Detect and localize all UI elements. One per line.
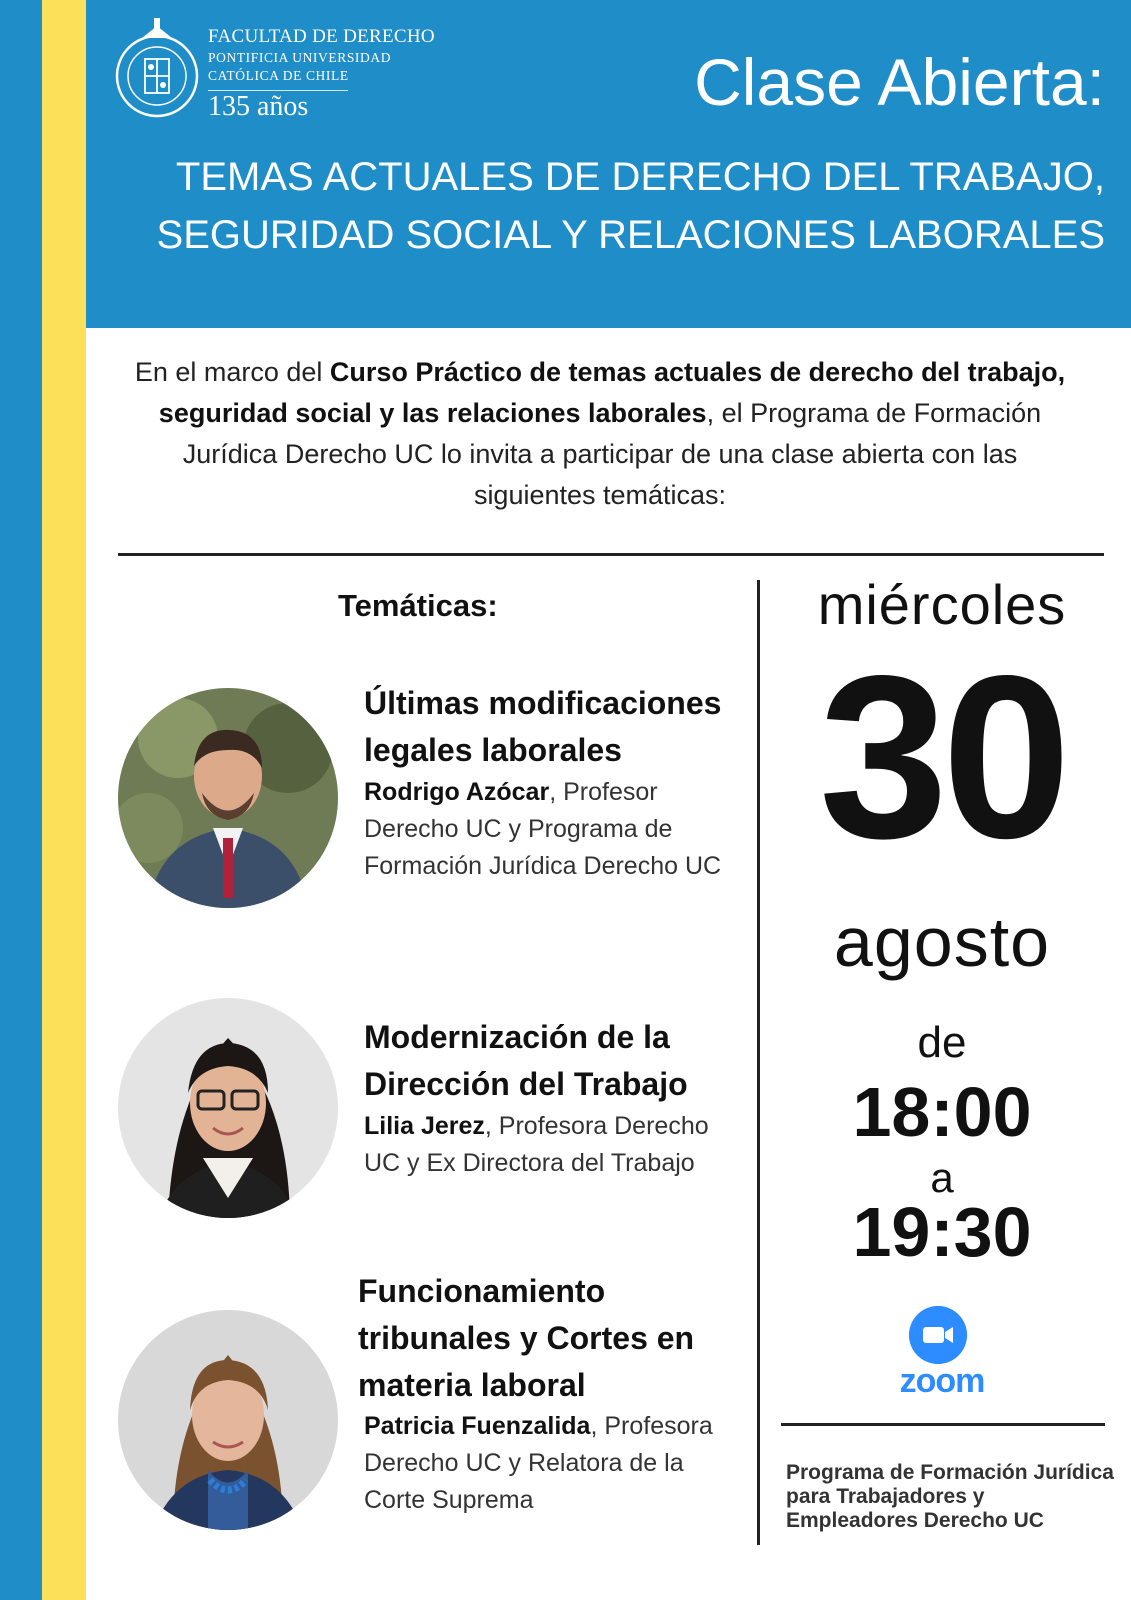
faculty-divider (208, 90, 348, 91)
zoom-camera-icon (909, 1306, 967, 1364)
speaker-name: Rodrigo Azócar (364, 778, 550, 806)
speaker-description (364, 774, 734, 885)
faculty-block (208, 26, 435, 123)
start-time: 18:00 (852, 1073, 1032, 1151)
speaker-photo (118, 688, 338, 908)
speaker-card (118, 680, 748, 910)
speaker-photo (118, 998, 338, 1218)
speaker-role: , Profesor Derecho UC y Programa de Formación Jurídica Derecho UC (364, 778, 722, 880)
topics-heading: Temáticas: (338, 588, 498, 623)
intro-paragraph (120, 352, 1080, 516)
speaker-topic: Últimas modificaciones legales laborales (364, 685, 722, 768)
intro-lead: En el marco del (134, 357, 330, 387)
to-label: a (930, 1154, 954, 1201)
faculty-name: FACULTAD DE DERECHO (208, 26, 435, 47)
speaker-photo (118, 1310, 338, 1530)
header-banner (86, 0, 1131, 328)
intro-course-name: Curso Práctico de temas actuales de derecho del trabajo, seguridad social y las relaciones laborales (158, 357, 1066, 428)
page-title: Clase Abierta: (694, 45, 1105, 119)
university-name-line1: PONTIFICIA UNIVERSIDAD (208, 50, 392, 65)
section-divider (118, 553, 1104, 556)
speaker-description (364, 1108, 734, 1182)
speaker-topic: Funcionamiento tribunales y Cortes en materia laboral (358, 1273, 695, 1403)
end-time: 19:30 (852, 1193, 1032, 1271)
intro-rest: , el Programa de Formación Jurídica Derecho UC lo invita a participar de una clase abierta con las siguientes temáticas: (182, 398, 1042, 510)
zoom-wordmark: zoom (899, 1362, 985, 1400)
from-label: de (917, 1018, 967, 1067)
footer-divider (781, 1423, 1105, 1426)
column-divider (757, 580, 760, 1545)
university-seal-icon (112, 14, 202, 128)
event-day: 30 (818, 628, 1066, 887)
speaker-name: Lilia Jerez (364, 1112, 485, 1140)
event-month: agosto (833, 903, 1051, 981)
speaker-role: , Profesora Derecho UC y Ex Directora del Trabajo (364, 1112, 709, 1177)
speaker-description (364, 1408, 734, 1519)
speaker-card (118, 1273, 748, 1540)
university-name-line2: CATÓLICA DE CHILE (208, 68, 349, 83)
program-name: Programa de Formación Jurídica para Trabajadores y Empleadores Derecho UC (786, 1461, 1114, 1532)
left-yellow-stripe (42, 0, 86, 1600)
speaker-card (118, 1014, 748, 1244)
event-weekday: miércoles (817, 573, 1067, 636)
left-blue-stripe (0, 0, 42, 1600)
speaker-name: Patricia Fuenzalida (364, 1412, 591, 1440)
speaker-topic: Modernización de la Dirección del Trabajo (364, 1019, 688, 1102)
page-subtitle: TEMAS ACTUALES DE DERECHO DEL TRABAJO, SEGURIDAD SOCIAL Y RELACIONES LABORALES (156, 155, 1105, 257)
speaker-role: , Profesora Derecho UC y Relatora de la Corte Suprema (364, 1412, 713, 1514)
anniversary-label: 135 años (208, 91, 309, 122)
